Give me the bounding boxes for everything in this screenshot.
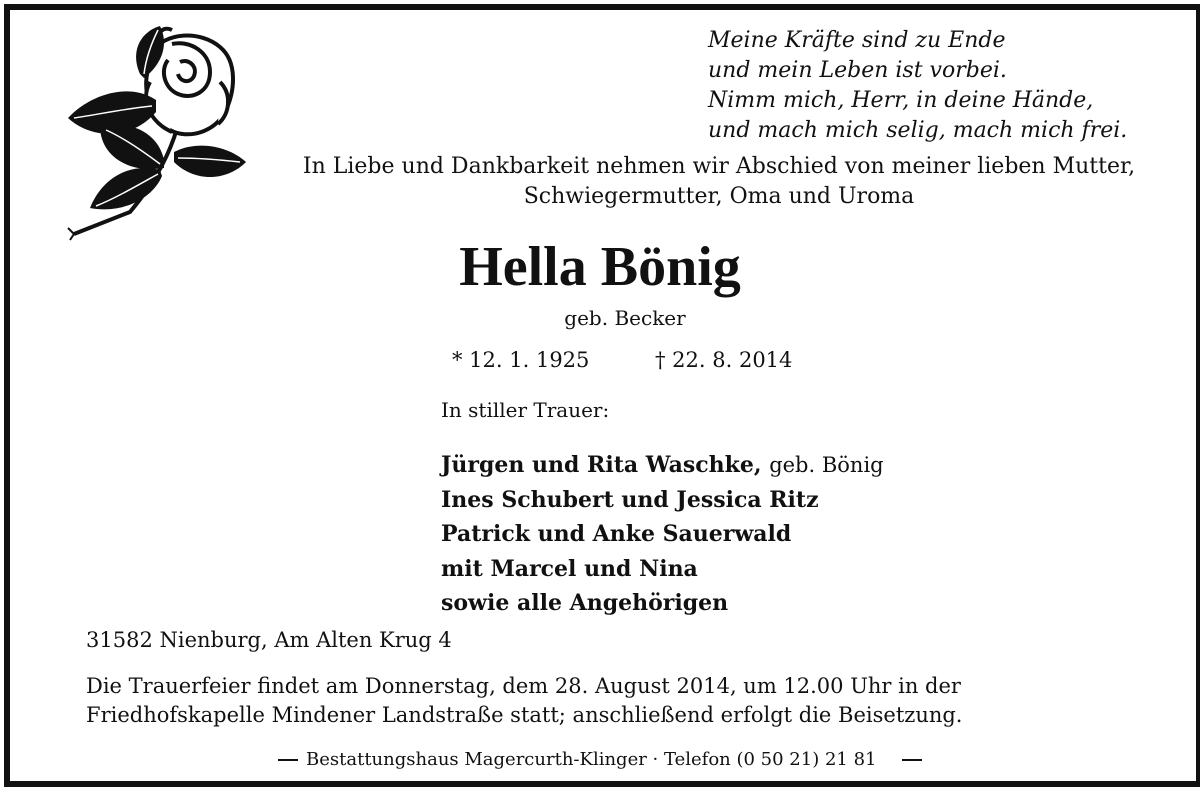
mourner-entry: Patrick und Anke Sauerwald bbox=[441, 521, 792, 547]
service-line: Friedhofskapelle Mindener Landstraße statt; anschließend erfolgt die Beisetzung. bbox=[86, 703, 963, 727]
footer-rule-right bbox=[902, 759, 922, 761]
mourner-note: geb. Bönig bbox=[769, 453, 884, 477]
service-info bbox=[86, 672, 962, 730]
service-line: Die Trauerfeier findet am Donnerstag, dem 28. August 2014, um 12.00 Uhr in der bbox=[86, 674, 961, 698]
footer bbox=[16, 748, 1182, 772]
intro-line: Schwiegermutter, Oma und Uroma bbox=[523, 184, 915, 209]
maiden-name: geb. Becker bbox=[564, 306, 686, 330]
poem-line: und mein Leben ist vorbei. bbox=[708, 58, 1007, 83]
grief-line: In stiller Trauer: bbox=[441, 398, 610, 422]
rose-icon bbox=[60, 22, 250, 242]
address: 31582 Nienburg, Am Alten Krug 4 bbox=[86, 628, 452, 652]
mourner-entry: mit Marcel und Nina bbox=[441, 555, 698, 582]
death-date: † 22. 8. 2014 bbox=[655, 348, 793, 372]
mourners-list bbox=[441, 448, 884, 621]
poem bbox=[708, 26, 1127, 146]
footer-text: Bestattungshaus Magercurth-Klinger · Telefon (0 50 21) 21 81 bbox=[306, 749, 877, 770]
mourner-entry bbox=[441, 448, 884, 483]
intro-text bbox=[250, 152, 1188, 212]
poem-line: Nimm mich, Herr, in deine Hände, bbox=[708, 88, 1094, 113]
birth-date: * 12. 1. 1925 bbox=[452, 348, 590, 372]
mourner-name: Jürgen und Rita Waschke, bbox=[441, 452, 762, 478]
poem-line: und mach mich selig, mach mich frei. bbox=[708, 118, 1128, 143]
intro-line: In Liebe und Dankbarkeit nehmen wir Abschied von meiner lieben Mutter, bbox=[302, 154, 1136, 179]
deceased-name: Hella Bönig bbox=[459, 236, 741, 298]
footer-rule-left bbox=[278, 759, 298, 761]
mourner-entry: Ines Schubert und Jessica Ritz bbox=[441, 486, 819, 513]
poem-line: Meine Kräfte sind zu Ende bbox=[708, 28, 1006, 53]
mourner-entry: sowie alle Angehörigen bbox=[441, 590, 729, 616]
